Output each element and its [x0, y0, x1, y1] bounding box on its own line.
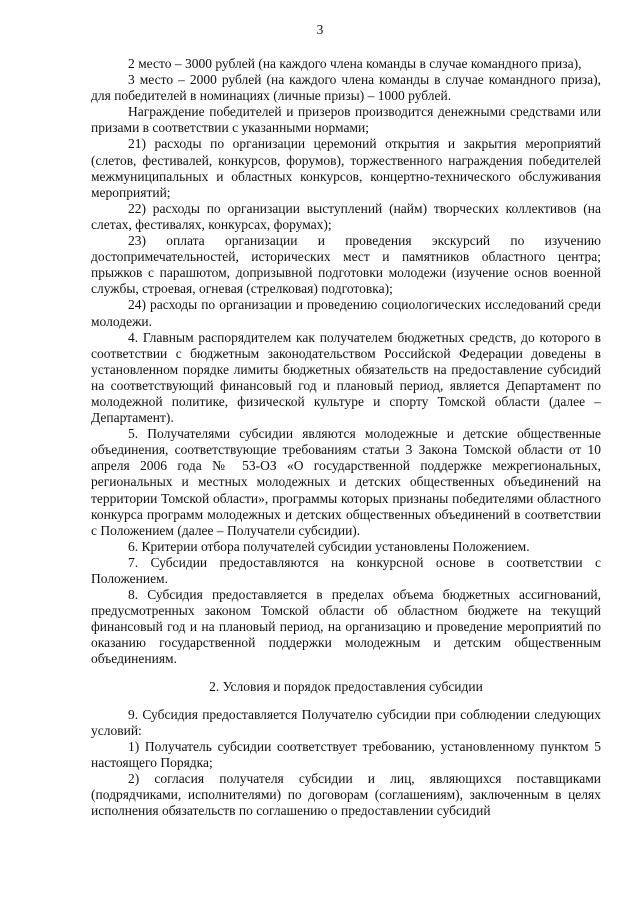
document-body — [91, 56, 601, 819]
paragraph: 7. Субсидии предоставляются на конкурсной основе в соответствии с Положением. — [91, 554, 601, 586]
paragraph: 2 место – 3000 рублей (на каждого члена команды в случае командного приза), — [128, 56, 582, 71]
paragraph: 5. Получателями субсидии являются молодежные и детские общественные объединения, соответствующие требованиям статьи 3 Закона Томской области от 10 апреля 2006 года № 53-ОЗ «О государственной поддержке межрегиональных, региональных и местных молодежных и детских общественных объединений на территории Томской области», программы которых признаны победителями областного конкурса программ молодежных и детских общественных объединений в соответствии с Положением (далее – Получатели субсидии). — [91, 426, 601, 538]
section-heading: 2. Условия и порядок предоставления субсидии — [209, 678, 483, 694]
paragraph: 21) расходы по организации церемоний открытия и закрытия мероприятий (слетов, фестивалей, конкурсов, форумов), торжественного награждения победителей межмуниципальных и областных конкурсов, концертно-технического обслуживания мероприятий; — [91, 136, 601, 200]
paragraph: 1) Получатель субсидии соответствует требованию, установленному пунктом 5 настоящего Порядка; — [91, 738, 601, 770]
paragraph: 23) оплата организации и проведения экскурсий по изучению достопримечательностей, исторических мест и памятников областного центра; прыжков с парашютом, допризывной подготовки молодежи (изучение основ военной службы, строевая, огневая (стрелковая) подготовка); — [91, 233, 601, 297]
paragraph: 2) согласия получателя субсидии и лиц, являющихся поставщиками (подрядчиками, исполнителями) по договорам (соглашениям), заключенным в целях исполнения обязательств по соглашению о предоставлении субсидий — [91, 771, 601, 819]
paragraph: 24) расходы по организации и проведению социологических исследований среди молодежи. — [91, 297, 601, 329]
paragraph: 22) расходы по организации выступлений (найм) творческих коллективов (на слетах, фестивалях, конкурсах, форумах); — [91, 200, 601, 232]
page-number: 3 — [316, 22, 324, 37]
paragraph: 4. Главным распорядителем как получателем бюджетных средств, до которого в соответствии с бюджетным законодательством Российской Федерации доведены в установленном порядке лимиты бюджетных обязательств на предоставление субсидий на соответствующий финансовый год и плановый период, является Департамент по молодежной политике, физической культуре и спорту Томской области (далее – Департамент). — [91, 329, 601, 426]
paragraph: 6. Критерии отбора получателей субсидии установлены Положением. — [128, 538, 530, 554]
paragraph: 8. Субсидия предоставляется в пределах объема бюджетных ассигнований, предусмотренных законом Томской области об областном бюджете на текущий финансовый год и на плановый период, на организацию и проведение мероприятий по оказанию государственной поддержки молодежным и детским общественным объединениям. — [91, 587, 601, 667]
paragraph: 9. Субсидия предоставляется Получателю субсидии при соблюдении следующих условий: — [91, 706, 601, 738]
paragraph: Награждение победителей и призеров производится денежными средствами или призами в соответствии с указанными нормами; — [91, 104, 601, 136]
paragraph: 3 место – 2000 рублей (на каждого члена команды в случае командного приза), для победителей в номинациях (личные призы) – 1000 рублей. — [91, 72, 601, 104]
